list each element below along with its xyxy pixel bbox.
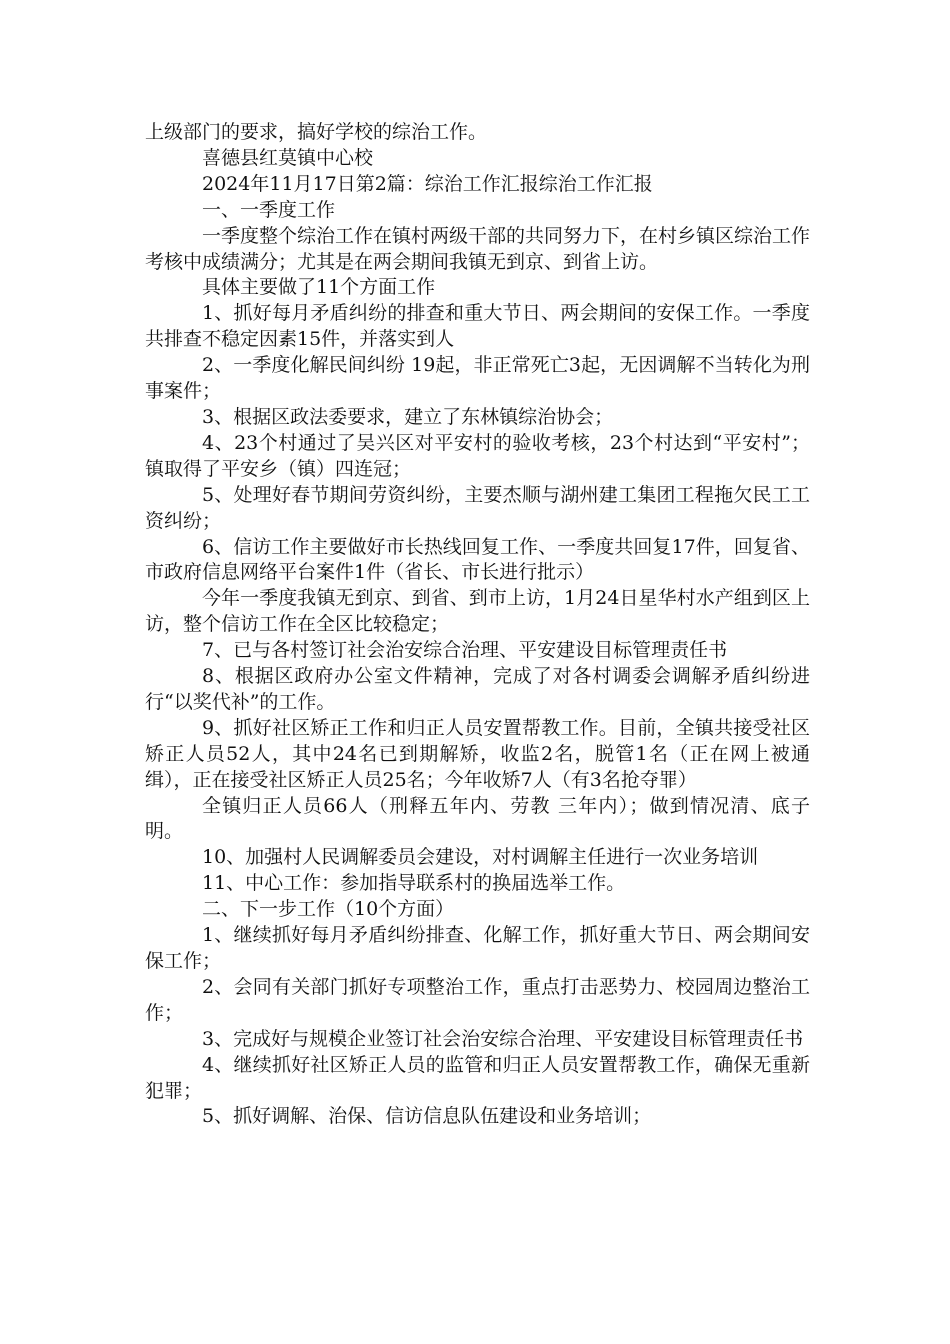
paragraph: 1、继续抓好每月矛盾纠纷排查、化解工作，抓好重大节日、两会期间安保工作； (145, 924, 810, 972)
paragraph: 喜德县红莫镇中心校 (202, 146, 374, 169)
paragraph: 5、处理好春节期间劳资纠纷，主要杰顺与湖州建工集团工程拖欠民工工资纠纷； (145, 483, 810, 532)
paragraph: 全镇归正人员66人（刑释五年内、劳教 三年内）；做到情况清、底子明。 (145, 794, 810, 843)
paragraph: 11、中心工作：参加指导联系村的换届选举工作。 (202, 872, 626, 895)
paragraph: 3、根据区政法委要求，建立了东林镇综治协会； (202, 405, 614, 428)
paragraph: 8、根据区政府办公室文件精神，完成了对各村调委会调解矛盾纠纷进行“以奖代补”的工作。 (145, 665, 810, 713)
paragraph: 2、会同有关部门抓好专项整治工作，重点打击恶势力、校园周边整治工作； (145, 975, 810, 1024)
paragraph: 5、抓好调解、治保、信访信息队伍建设和业务培训； (202, 1105, 652, 1128)
paragraph: 1、抓好每月矛盾纠纷的排查和重大节日、两会期间的安保工作。一季度共排查不稳定因素15件，并落实到人 (145, 302, 810, 351)
paragraph: 9、抓好社区矫正工作和归正人员安置帮教工作。目前，全镇共接受社区矫正人员52人，其中24名已到期解矫，收监2名，脱管1名（正在网上被通缉），正在接受社区矫正人员25名；今年收矫7人（有3名抢夺罪） (145, 716, 810, 791)
paragraph: 3、完成好与规模企业签订社会治安综合治理、平安建设目标管理责任书 (202, 1027, 804, 1050)
paragraph: 2、一季度化解民间纠纷 19起，非正常死亡3起，无因调解不当转化为刑事案件； (145, 354, 810, 403)
paragraph: 2024年11月17日第2篇：综治工作汇报综治工作汇报 (202, 172, 653, 195)
paragraph: 今年一季度我镇无到京、到省、到市上访，1月24日星华村水产组到区上访，整个信访工作在全区比较稳定； (145, 587, 810, 636)
paragraph: 6、信访工作主要做好市长热线回复工作、一季度共回复17件，回复省、市政府信息网络平台案件1件（省长、市长进行批示） (145, 535, 810, 584)
paragraph: 4、23个村通过了吴兴区对平安村的验收考核，23个村达到“平安村”；镇取得了平安乡（镇）四连冠； (145, 431, 810, 480)
paragraph: 7、已与各村签订社会治安综合治理、平安建设目标管理责任书 (202, 639, 728, 662)
document-body (145, 120, 810, 1130)
paragraph: 上级部门的要求，搞好学校的综治工作。 (145, 121, 488, 143)
paragraph: 一季度整个综治工作在镇村两级干部的共同努力下，在村乡镇区综治工作考核中成绩满分；尤其是在两会期间我镇无到京、到省上访。 (145, 224, 811, 273)
paragraph: 具体主要做了11个方面工作 (202, 276, 436, 299)
paragraph: 一、一季度工作 (202, 198, 336, 221)
paragraph: 4、继续抓好社区矫正人员的监管和归正人员安置帮教工作，确保无重新犯罪； (145, 1053, 810, 1102)
paragraph: 10、加强村人民调解委员会建设，对村调解主任进行一次业务培训 (202, 846, 759, 869)
paragraph: 二、下一步工作（10个方面） (202, 898, 455, 921)
